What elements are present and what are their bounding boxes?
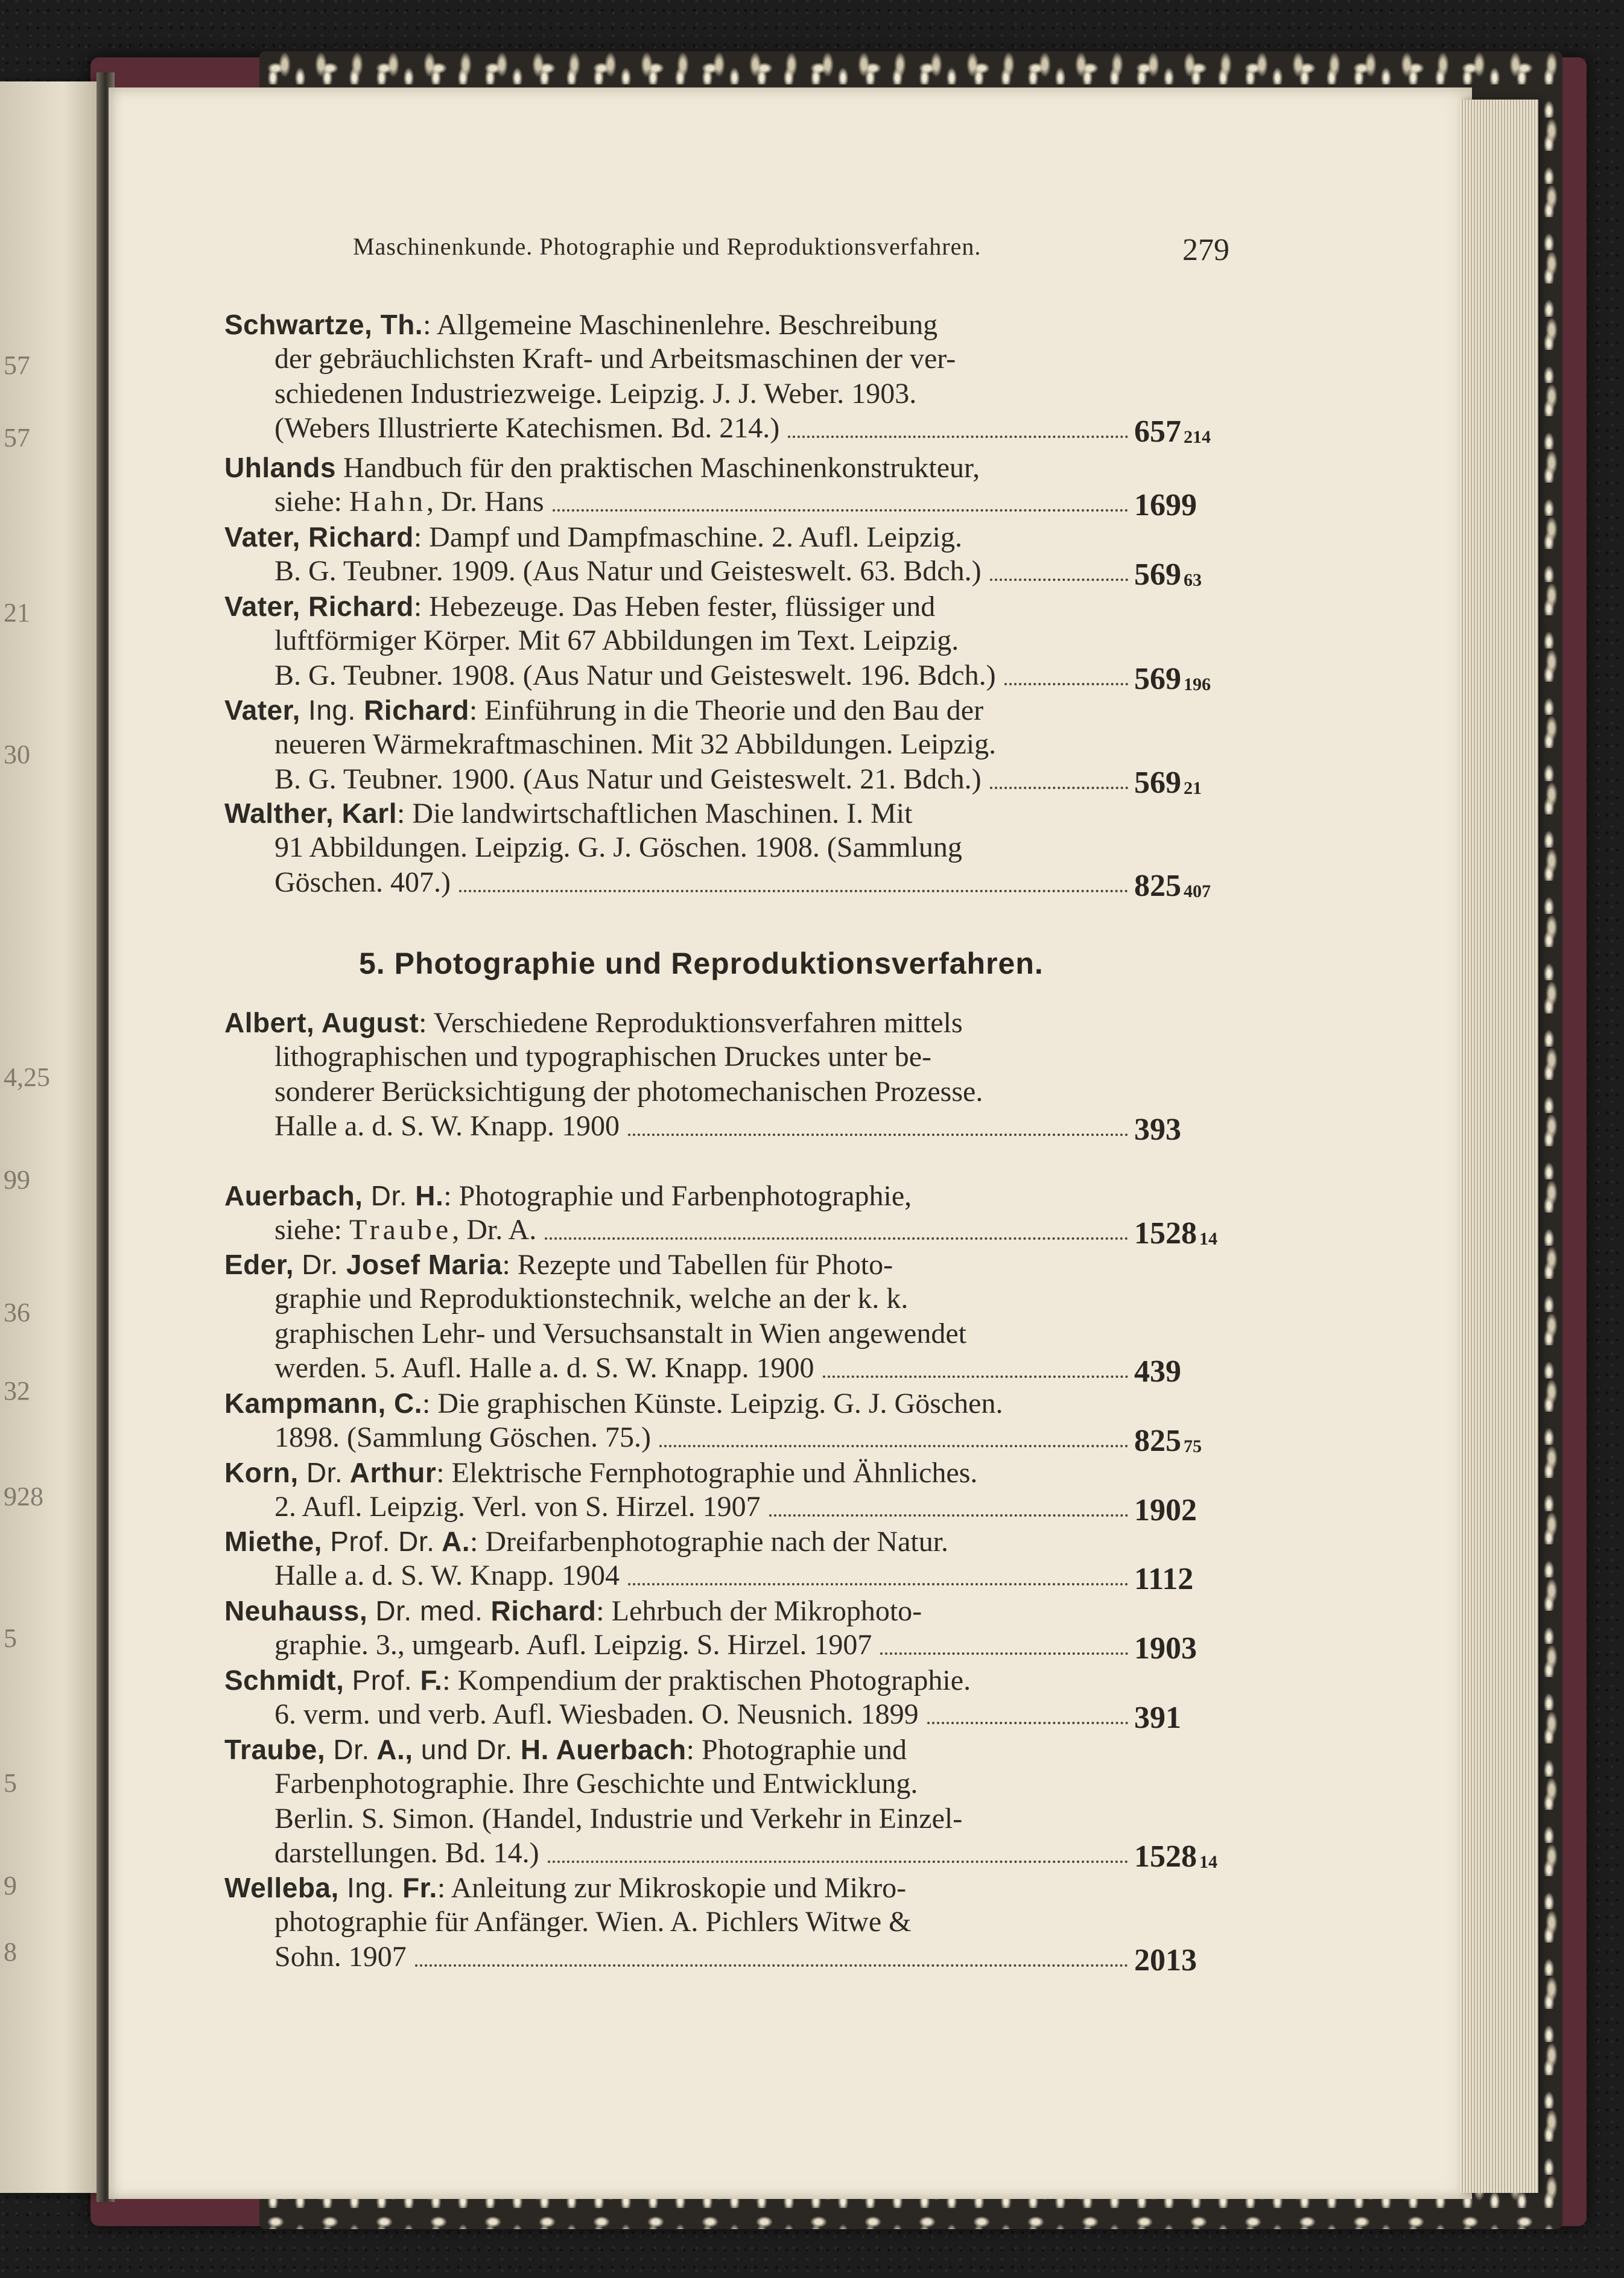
entry-line [224,1523,1128,1559]
dot-leader [628,1583,1128,1585]
margin-number: 4,25 [4,1062,50,1092]
entry-line [274,1801,1128,1837]
entry-line [274,726,1128,763]
reference-number [1134,1561,1193,1597]
reference-main: 439 [1134,1354,1181,1389]
entry-line [274,1420,1128,1456]
entry-line [274,1558,1128,1594]
margin-number: 57 [4,423,30,452]
author-name: H. [407,1180,444,1211]
dot-leader [823,1375,1128,1378]
entry-line [274,1074,1128,1110]
reference-number [1134,1112,1181,1148]
entry-text: 1898. (Sammlung Göschen. 75.) [274,1421,651,1454]
entry-text: Göschen. 407.) [274,866,451,898]
reference-main: 1903 [1134,1631,1197,1666]
reference-sub: 63 [1184,570,1202,591]
reference-number [1134,1700,1181,1736]
entry-line [274,865,1128,901]
entry-text: Halle a. d. S. W. Knapp. 1904 [274,1559,620,1592]
dot-leader [548,1861,1128,1863]
section-heading: 5. Photographie und Reproduktionsverfahren. [359,947,1044,980]
author-title: Ing. [300,694,356,726]
entry-text: darstellungen. Bd. 14.) [274,1837,539,1870]
dot-leader [880,1652,1128,1655]
author-name: Uhlands [224,452,336,483]
author-name: A. [434,1526,471,1557]
reference-number [1134,765,1202,801]
page-number: 279 [1182,233,1229,267]
entry-text: : Rezepte und Tabellen für Photo- [502,1249,893,1281]
entry-line [274,484,1128,520]
reference-number [1134,414,1211,450]
dot-leader [415,1964,1128,1967]
entry-text: graphischen Lehr- und Versuchsanstalt in Wien angewendet [274,1317,966,1350]
entry-text: B. G. Teubner. 1900. (Aus Natur und Geisteswelt. 21. Bdch.) [274,763,982,795]
entry-line [274,658,1128,694]
dot-leader [459,890,1128,892]
margin-number: 9 [4,1871,17,1900]
entry-line [274,1489,1128,1525]
margin-number: 21 [4,598,30,627]
margin-number: 8 [4,1937,17,1967]
dot-leader [927,1722,1128,1724]
reference-sub: 196 [1184,674,1211,694]
reference-main: 1528 [1134,1216,1197,1251]
entry-text: Berlin. S. Simon. (Handel, Industrie und Verkehr in Einzel- [274,1802,963,1835]
reference-main: 1528 [1134,1839,1197,1874]
entry-line [224,449,1128,486]
entry-text: : Die graphischen Künste. Leipzig. G. J. Göschen. [422,1388,1003,1420]
entry-text: : Photographie und Farbenphotographie, [443,1180,912,1212]
reference-main: 1902 [1134,1493,1197,1528]
entry-text: graphie und Reproduktionstechnik, welche an der k. k. [274,1283,909,1315]
entry-text: Handbuch für den praktischen Maschinenkonstrukteur, [335,452,980,484]
author-title: Dr. [325,1734,370,1765]
entry-text: (Webers Illustrierte Katechismen. Bd. 214.) [274,412,780,445]
entry-line [224,795,1128,831]
entry-line [224,1385,1128,1421]
entry-text: sonderer Berücksichtigung der photomechanischen Prozesse. [274,1075,983,1108]
entry-line [274,1904,1128,1940]
author-name: H. Auerbach [512,1734,687,1765]
entry-text: lithographischen und typographischen Druckes unter be- [274,1041,932,1073]
entry-text: : Hebezeuge. Das Heben fester, flüssiger und [413,591,936,623]
entry-text: siehe: [274,1214,349,1246]
entry-text: B. G. Teubner. 1909. (Aus Natur und Geisteswelt. 63. Bdch.) [274,555,982,588]
dot-leader [990,579,1128,581]
reference-number [1134,661,1211,697]
entry-text: : Elektrische Fernphotographie und Ähnliches. [436,1457,978,1489]
entry-line [274,1939,1128,1975]
reference-number [1134,487,1197,524]
spaced-name: Traube [349,1214,452,1246]
author-title: Dr. med. [367,1595,483,1626]
reference-main: 825 [1134,1424,1181,1459]
author-name: Walther, Karl [224,798,397,829]
entry-text: schiedenen Industriezweige. Leipzig. J. J. Weber. 1903. [274,377,917,410]
entry-text: photographie für Anfänger. Wien. A. Pichlers Witwe & [274,1906,912,1938]
entry-text: Halle a. d. S. W. Knapp. 1900 [274,1110,620,1143]
entry-text: : Lehrbuch der Mikrophoto- [596,1595,922,1627]
author-name: Schmidt, [224,1664,344,1696]
dot-leader [545,1237,1128,1240]
author-title: Ing. [338,1872,395,1903]
entry-text: werden. 5. Aufl. Halle a. d. S. W. Knapp. 1900 [274,1352,814,1385]
entry-line [224,1455,1128,1491]
entry-line [274,1835,1128,1871]
entry-text: : Verschiedene Reproduktionsverfahren mittels [419,1007,963,1039]
dot-leader [553,509,1128,512]
author-name: Arthur [343,1457,437,1488]
entry-line [274,341,1128,377]
entry-line [274,553,1128,589]
reference-sub: 14 [1199,1852,1217,1873]
margin-number: 57 [4,351,30,380]
author-name: Kampmann, C. [224,1388,423,1419]
margin-number: 32 [4,1376,30,1406]
author-name: Miethe, [224,1526,322,1557]
entry-line [274,830,1128,866]
entry-line [224,1246,1128,1283]
entry-line [224,1593,1128,1629]
reference-sub: 75 [1184,1436,1202,1457]
entry-line [274,1108,1128,1144]
dot-leader [990,787,1128,789]
author-name: Albert, August [224,1007,419,1038]
reference-number [1134,1216,1217,1252]
margin-number: 5 [4,1768,17,1798]
dot-leader [1004,683,1128,685]
entry-text: : Die landwirtschaftlichen Maschinen. I. Mit [396,798,913,830]
entry-line [224,588,1128,624]
reference-number [1134,1943,1197,1979]
running-title: Maschinenkunde. Photographie und Reproduktionsverfahren. [353,233,982,260]
entry-line [224,1731,1128,1768]
entry-text: Farbenphotographie. Ihre Geschichte und Entwicklung. [274,1768,918,1800]
entry-text: : Allgemeine Maschinenlehre. Beschreibung [423,309,938,341]
reference-sub: 14 [1199,1229,1217,1249]
reference-number [1134,1631,1197,1667]
entry-line [274,1627,1128,1663]
reference-number [1134,1839,1217,1875]
author-name: Korn, [224,1457,299,1488]
author-name: Schwartze, Th. [224,309,423,340]
dot-leader [659,1445,1128,1447]
author-title: Dr. [298,1457,343,1488]
entry-text: der gebräuchlichsten Kraft- und Arbeitsmaschinen der ver- [274,343,956,375]
author-name: Vater, Richard [224,521,414,553]
author-title: Dr. [363,1180,408,1211]
entry-line [274,1766,1128,1802]
reference-number [1134,868,1211,904]
entry-text: : Dreifarbenphotographie nach der Natur. [470,1526,949,1558]
author-name: Traube, [224,1734,326,1765]
reference-sub: 407 [1184,881,1211,901]
entry-text: : Kompendium der praktischen Photographie. [442,1664,971,1696]
entry-line [224,1662,1128,1698]
entry-text: 91 Abbildungen. Leipzig. G. J. Göschen. 1908. (Sammlung [274,831,962,864]
entry-line [274,410,1128,446]
reference-main: 2013 [1134,1943,1197,1978]
reference-main: 393 [1134,1112,1181,1147]
margin-number: 5 [4,1623,17,1653]
margin-number: 36 [4,1298,30,1327]
margin-number: 928 [4,1482,43,1511]
entry-text: B. G. Teubner. 1908. (Aus Natur und Geisteswelt. 196. Bdch.) [274,659,996,691]
entry-line [274,1212,1128,1248]
author-name: Neuhauss, [224,1595,368,1626]
entry-line [224,519,1128,555]
reference-main: 391 [1134,1701,1181,1736]
entry-text: Sohn. 1907 [274,1940,407,1973]
author-title: Dr. [294,1249,338,1280]
dot-leader [769,1514,1128,1517]
reference-main: 569 [1134,765,1181,800]
spaced-name: Hahn [349,486,427,518]
reference-main: 1112 [1134,1562,1194,1597]
entry-text: 2. Aufl. Leipzig. Verl. von S. Hirzel. 1907 [274,1491,761,1523]
entry-line [274,1350,1128,1386]
reference-number [1134,557,1202,593]
author-name: Vater, [224,694,300,726]
dot-leader [628,1134,1128,1136]
entry-line [274,376,1128,412]
entry-text: 6. verm. und verb. Aufl. Wiesbaden. O. Neusnich. 1899 [274,1698,919,1731]
reference-number [1134,1354,1181,1390]
entry-line [274,1696,1128,1733]
entry-text: : Dampf und Dampfmaschine. 2. Aufl. Leipzig. [413,521,962,553]
entry-line [224,306,1128,343]
entry-line [274,761,1128,798]
entry-line [224,692,1128,728]
reference-number [1134,1423,1202,1459]
author-name: Richard [483,1595,597,1626]
author-name: Vater, Richard [224,591,414,622]
reference-number [1134,1493,1197,1529]
author-name: Richard [355,694,469,726]
reference-main: 1699 [1134,488,1197,523]
reference-sub: 214 [1184,427,1211,448]
margin-number: 99 [4,1165,30,1195]
author-name: Welleba, [224,1872,339,1903]
entry-text: : Anleitung zur Mikroskopie und Mikro- [437,1872,907,1904]
entry-text: , Dr. A. [452,1214,537,1246]
author-name: A., [369,1734,413,1765]
reference-main: 569 [1134,661,1181,696]
entry-line [274,1281,1128,1317]
author-name: F. [412,1664,443,1696]
author-name: Auerbach, [224,1180,363,1211]
author-title: und Dr. [413,1734,513,1765]
entry-line [224,1870,1128,1906]
left-page-strip [0,81,106,2193]
dot-leader [788,436,1128,438]
entry-line [224,1004,1128,1041]
reference-main: 569 [1134,557,1181,592]
entry-line [274,623,1128,659]
entry-text: : Photographie und [686,1734,907,1766]
entry-text: : Einführung in die Theorie und den Bau der [469,694,984,726]
author-name: Josef Maria [338,1249,503,1280]
margin-number: 30 [4,740,30,769]
reference-sub: 21 [1184,778,1202,798]
author-title: Prof. Dr. [322,1526,435,1557]
entry-line [274,1039,1128,1075]
entry-text: siehe: [274,486,349,518]
entry-line [224,1178,1128,1214]
reference-main: 825 [1134,868,1181,903]
entry-text: graphie. 3., umgearb. Aufl. Leipzig. S. Hirzel. 1907 [274,1629,872,1661]
author-name: Eder, [224,1249,294,1280]
entry-line [274,1316,1128,1352]
reference-main: 657 [1134,414,1181,449]
author-name: Fr. [394,1872,437,1903]
page-edges [1460,100,1538,2193]
entry-text: luftförmiger Körper. Mit 67 Abbildungen im Text. Leipzig. [274,624,959,657]
author-title: Prof. [344,1664,413,1696]
entry-text: , Dr. Hans [426,486,544,518]
entry-text: neueren Wärmekraftmaschinen. Mit 32 Abbildungen. Leipzig. [274,728,997,761]
